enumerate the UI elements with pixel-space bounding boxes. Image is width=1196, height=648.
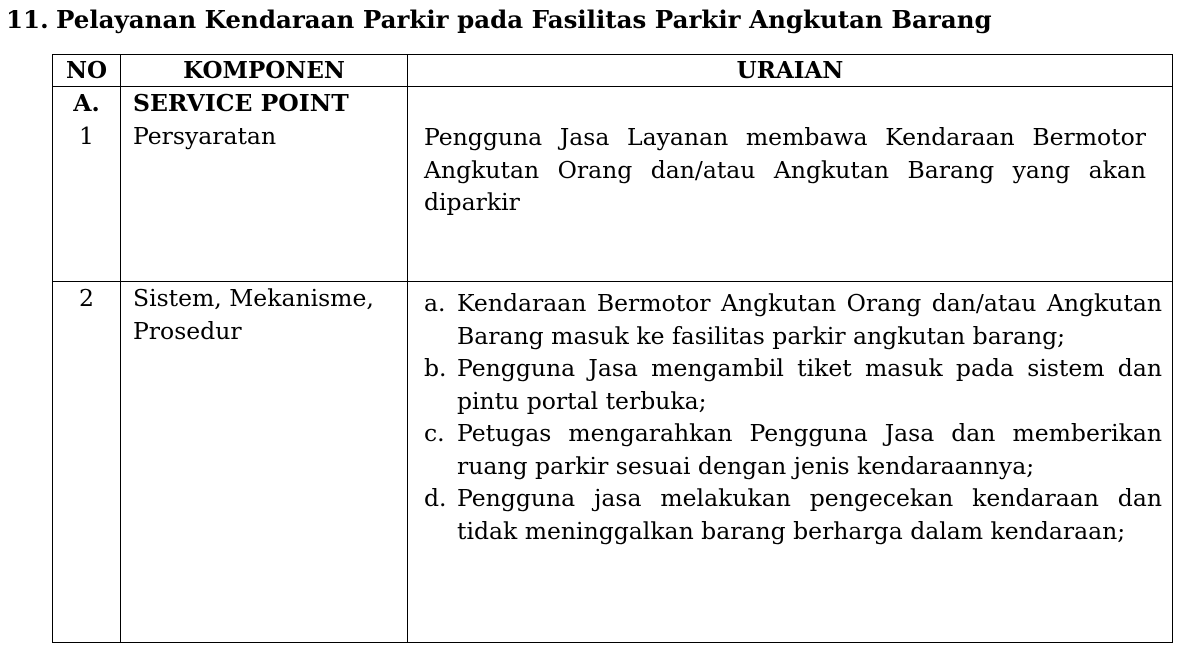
list-marker: a. [424,289,446,317]
service-table [52,54,1173,643]
list-item [424,352,1162,417]
list-marker: b. [424,354,447,382]
list-item [424,287,1162,352]
list-text: Kendaraan Bermotor Angkutan Orang dan/atau Angkutan Barang masuk ke fasilitas parkir angkutan barang; [457,289,1162,350]
header-komponen: KOMPONEN [121,55,408,87]
komponen-cell [121,87,408,282]
row-number: 1 [79,121,94,150]
table-header-row [53,55,1173,87]
list-text: Petugas mengarahkan Pengguna Jasa dan memberikan ruang parkir sesuai dengan jenis kendaraannya; [457,419,1162,480]
list-item [424,482,1162,547]
komponen-cell [121,282,408,643]
row-number-cell [53,87,121,282]
komponen-text: Sistem, Mekanisme, Prosedur [133,284,374,345]
section-label: SERVICE POINT [133,89,349,117]
komponen-text: Persyaratan [133,121,277,150]
row-number: 2 [79,284,94,312]
section-number: 11. [6,5,49,34]
list-marker: c. [424,419,445,447]
header-no: NO [53,55,121,87]
table-row [53,87,1173,282]
section-title: Pelayanan Kendaraan Parkir pada Fasilitas Parkir Angkutan Barang [56,5,992,34]
section-letter: A. [73,89,100,117]
row-number-cell [53,282,121,643]
uraian-text: Pengguna Jasa Layanan membawa Kendaraan Bermotor Angkutan Orang dan/atau Angkutan Barang yang akan diparkir [424,123,1146,216]
list-item [424,417,1162,482]
section-heading [6,4,992,36]
list-text: Pengguna jasa melakukan pengecekan kendaraan dan tidak meninggalkan barang berharga dalam kendaraan; [457,484,1162,545]
uraian-cell [408,87,1173,282]
header-uraian: URAIAN [408,55,1173,87]
table-row [53,282,1173,643]
list-marker: d. [424,484,447,512]
uraian-cell [408,282,1173,643]
list-text: Pengguna Jasa mengambil tiket masuk pada sistem dan pintu portal terbuka; [457,354,1162,415]
